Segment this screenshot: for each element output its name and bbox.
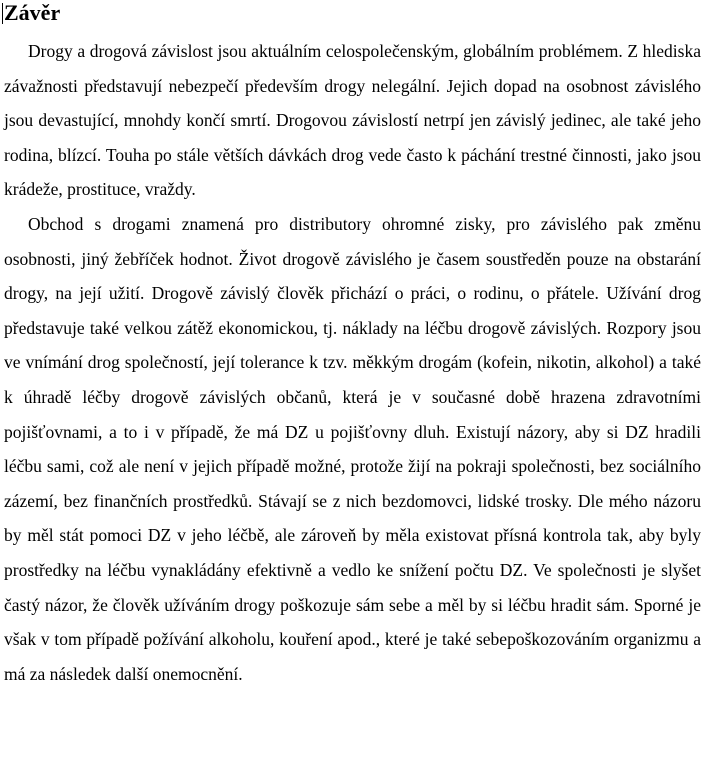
section-heading: Závěr xyxy=(4,0,61,25)
paragraph-2: Obchod s drogami znamená pro distributory ohromné zisky, pro závislého pak změnu osobnosti, jiný žebříček hodnot. Život drogově závislého je časem soustředěn pouze na obstarání drogy, na její užití. Drogově závislý člověk přichází o práci, o rodinu, o přátele. Užívání drog představuje také velkou zátěž ekonomickou, tj. náklady na léčbu drogově závislých. Rozpory jsou ve vnímání drog společností, její tolerance k tzv. měkkým drogám (kofein, nikotin, alkohol) a také k úhradě léčby drogově závislých občanů, která je v současné době hrazena zdravotními pojišťovnami, a to i v případě, že má DZ u pojišťovny dluh. Existují názory, aby si DZ hradili léčbu sami, což ale není v jejich případě možné, protože žijí na pokraji společnosti, bez sociálního zázemí, bez finančních prostředků. Stávají se z nich bezdomovci, lidské trosky. Dle mého názoru by měl stát pomoci DZ v jeho léčbě, ale zároveň by měla existovat přísná kontrola tak, aby byly prostředky na léčbu vynakládány efektivně a vedlo ke snížení počtu DZ. Ve společnosti je slyšet častý názor, že člověk užíváním drogy poškozuje sám sebe a měl by si léčbu hradit sám. Sporné je však v tom případě požívání alkoholu, kouření apod., které je také sebepoškozováním organizmu a má za následek další onemocnění. xyxy=(4,213,701,684)
text-cursor xyxy=(2,3,3,24)
paragraph-1: Drogy a drogová závislost jsou aktuálním celospolečenským, globálním problémem. Z hlediska závažnosti představují nebezpečí především drogy nelegální. Jejich dopad na osobnost závislého jsou devastující, mnohdy končí smrtí. Drogovou závislostí netrpí jen závislý jedinec, ale také jeho rodina, blízcí. Touha po stále větších dávkách drog vede často k páchání trestné činnosti, jako jsou krádeže, prostituce, vraždy. xyxy=(4,41,701,200)
